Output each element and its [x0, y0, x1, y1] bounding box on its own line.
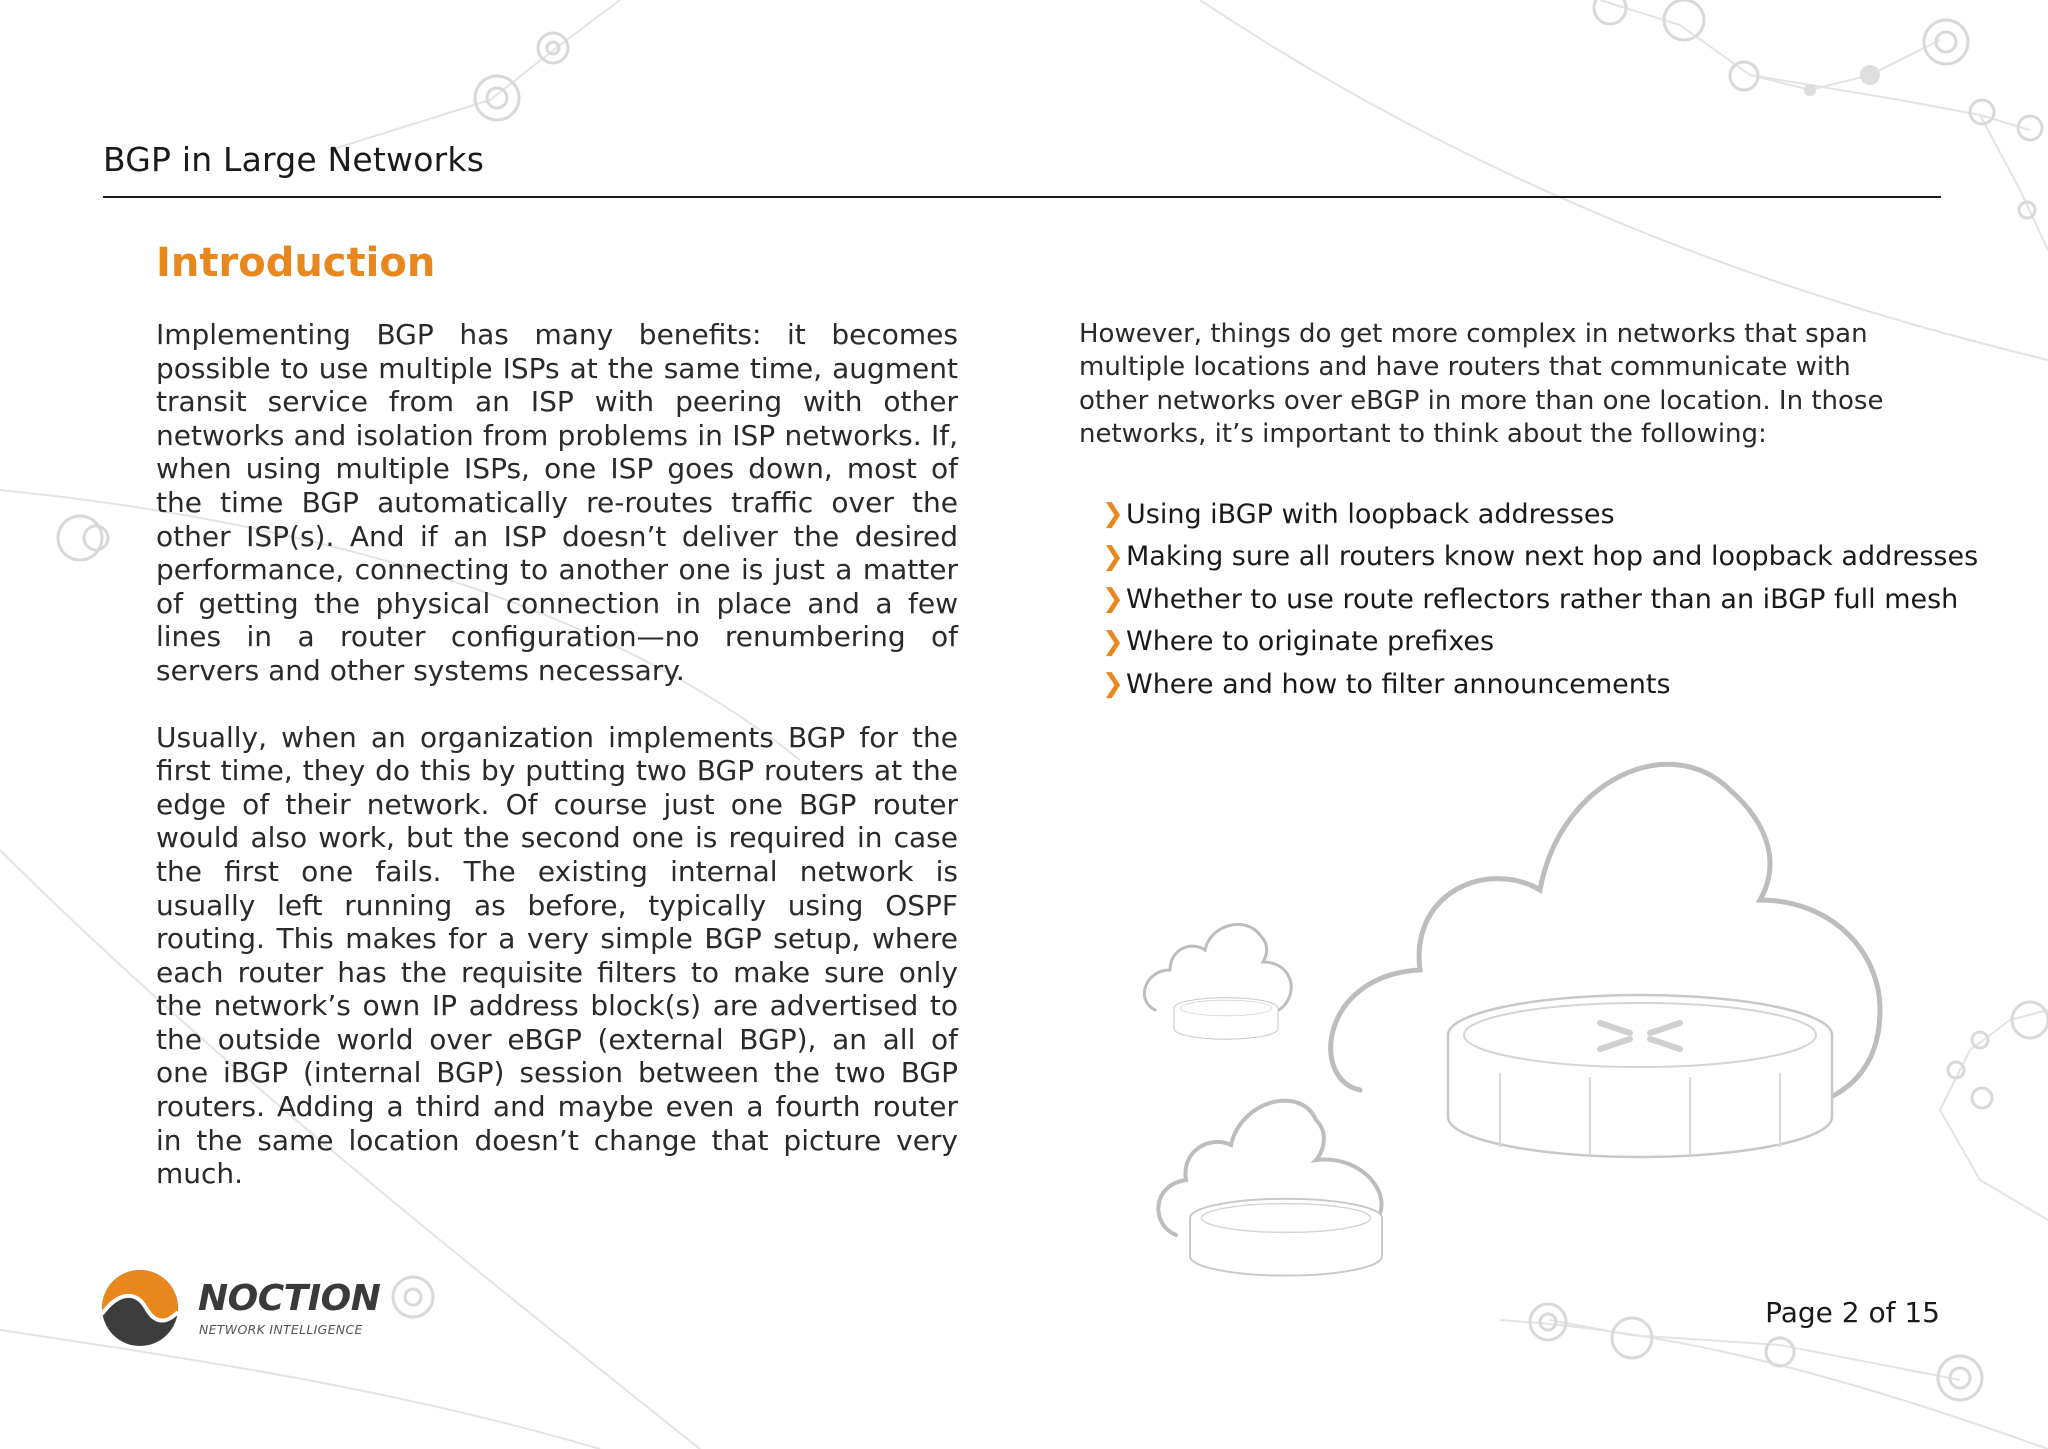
- section-heading: Introduction: [156, 240, 436, 286]
- list-item: [1102, 493, 1978, 536]
- list-item-text: Whether to use route reflectors rather than an iBGP full mesh: [1126, 583, 1959, 615]
- list-item: [1102, 621, 1978, 664]
- left-column: [156, 318, 958, 1224]
- chevron-right-icon: ❯: [1102, 584, 1124, 615]
- list-item: [1102, 663, 1978, 706]
- list-item-text: Making sure all routers know next hop and loopback addresses: [1126, 541, 1979, 573]
- list-item-text: Using iBGP with loopback addresses: [1126, 498, 1615, 530]
- list-item: [1102, 536, 1978, 579]
- page-number: Page 2 of 15: [1765, 1296, 1940, 1329]
- list-item-text: Where to originate prefixes: [1126, 626, 1495, 658]
- list-item-text: Where and how to filter announcements: [1126, 668, 1671, 700]
- list-item: [1102, 578, 1978, 621]
- right-column: [1079, 318, 1907, 451]
- noction-logo: [100, 1268, 410, 1358]
- body-paragraph: Usually, when an organization implements BGP for the first time, they do this by putting two BGP routers at the edge of their network. Of course just one BGP router would also work, but the second one is required in case the first one fails. The existing internal network is usually left running as before, typically using OSPF routing. This makes for a very simple BGP setup, where each router has the requisite filters to make sure only the network’s own IP address block(s) are advertised to the outside world over eBGP (external BGP), an all of one iBGP (internal BGP) session between the two BGP routers. Adding a third and maybe even a fourth router in the same location doesn’t change that picture very much.: [156, 720, 958, 1191]
- header-divider: [103, 196, 1941, 198]
- chevron-right-icon: ❯: [1102, 541, 1124, 572]
- noction-logo-icon: [100, 1268, 180, 1348]
- bullet-list: [1102, 493, 1978, 706]
- document-title: BGP in Large Networks: [103, 140, 485, 179]
- body-paragraph: However, things do get more complex in networks that span multiple locations and have routers that communicate with other networks over eBGP in more than one location. In those networks, it’s important to think about the following:: [1079, 319, 1884, 449]
- logo-tagline: NETWORK INTELLIGENCE: [199, 1322, 363, 1337]
- cloud-router-icon: [1140, 730, 1920, 1290]
- chevron-right-icon: ❯: [1102, 626, 1124, 657]
- chevron-right-icon: ❯: [1102, 499, 1124, 530]
- logo-wordmark: NOCTION: [198, 1278, 381, 1319]
- chevron-right-icon: ❯: [1102, 669, 1124, 700]
- body-paragraph: Implementing BGP has many benefits: it becomes possible to use multiple ISPs at the same time, augment transit service from an ISP with peering with other networks and isolation from problems in ISP networks. If, when using multiple ISPs, one ISP goes down, most of the time BGP automatically re-routes traffic over the other ISP(s). And if an ISP doesn’t deliver the desired performance, connecting to another one is just a matter of getting the physical connection in place and a few lines in a router configuration—no renumbering of servers and other systems necessary.: [156, 318, 958, 687]
